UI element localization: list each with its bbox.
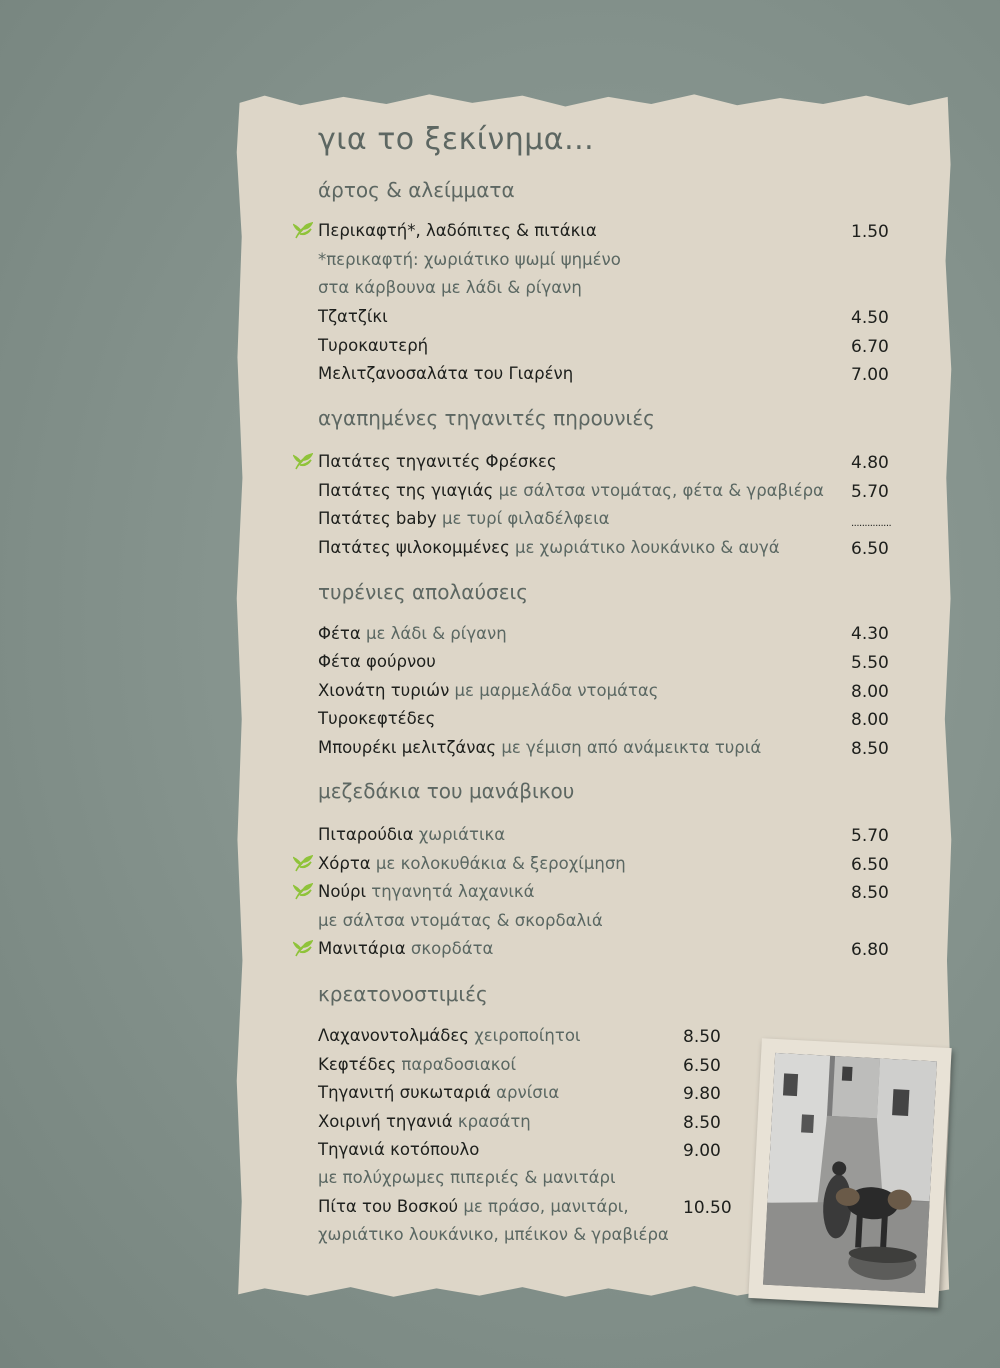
list-item — [318, 250, 621, 269]
item-name: Νούρι — [318, 882, 367, 901]
item-price: 8.50 — [683, 1027, 721, 1047]
item-name: Πίτα του Βοσκού — [318, 1197, 459, 1216]
item-desc: με χωριάτικο λουκάνικο & αυγά — [509, 538, 780, 557]
item-desc: χειροποίητοι — [468, 1026, 581, 1045]
list-item — [318, 336, 428, 355]
item-name: Τζατζίκι — [318, 307, 388, 326]
item-name: Λαχανοντολμάδες — [318, 1026, 469, 1045]
item-desc: με γέμιση από ανάμεικτα τυριά — [496, 738, 762, 757]
item-desc: με πολύχρωμες πιπεριές & μανιτάρι — [318, 1168, 616, 1187]
item-name: Τηγανιτή συκωταριά — [318, 1083, 491, 1102]
item-name: Τηγανιά κοτόπουλο — [318, 1140, 480, 1159]
item-price: 5.50 — [851, 653, 889, 673]
item-price: 4.80 — [851, 453, 889, 473]
item-price: 6.50 — [683, 1056, 721, 1076]
item-name: Χόρτα — [318, 854, 371, 873]
item-desc: χωριάτικο λουκάνικο, μπέικον & γραβιέρα — [318, 1225, 669, 1244]
vintage-photo — [748, 1038, 951, 1308]
list-item — [318, 452, 557, 471]
list-item — [318, 1083, 559, 1102]
item-desc: χωριάτικα — [413, 825, 506, 844]
item-price: 6.50 — [851, 855, 889, 875]
list-item — [318, 221, 597, 240]
item-price: 5.70 — [851, 482, 889, 502]
item-name: Κεφτέδες — [318, 1055, 397, 1074]
section-title: τυρένιες απολαύσεις — [318, 580, 529, 604]
list-item — [318, 854, 626, 873]
page-title: για το ξεκίνημα... — [318, 122, 595, 157]
item-name: Μελιτζανοσαλάτα του Γιαρένη — [318, 364, 574, 383]
section-title: κρεατονοστιμιές — [318, 982, 488, 1006]
item-price: 6.50 — [851, 539, 889, 559]
item-name: Πατάτες της γιαγιάς — [318, 481, 494, 500]
section-title: αγαπημένες τηγανιτές πηρουνιές — [318, 406, 655, 430]
item-price: 8.50 — [851, 739, 889, 759]
section-title: μεζεδάκια του μανάβικου — [318, 779, 575, 803]
list-item — [318, 364, 573, 383]
list-item — [318, 538, 780, 557]
photo-scene — [763, 1053, 937, 1293]
list-item — [318, 882, 535, 901]
item-name: Φέτα φούρνου — [318, 652, 436, 671]
leaf-icon — [293, 855, 313, 873]
leaf-icon — [293, 222, 313, 240]
list-item — [318, 1026, 581, 1045]
item-name: Μπουρέκι μελιτζάνας — [318, 738, 497, 757]
list-item — [318, 825, 505, 844]
item-name: Τυροκαυτερή — [318, 336, 429, 355]
section-title: άρτος & αλείμματα — [318, 178, 515, 202]
list-item — [318, 1112, 531, 1131]
item-name: Πατάτες τηγανιτές Φρέσκες — [318, 452, 557, 471]
item-price: 8.50 — [851, 883, 889, 903]
item-desc: στα κάρβουνα με λάδι & ρίγανη — [318, 278, 582, 297]
list-item — [318, 738, 761, 757]
list-item — [318, 1197, 629, 1216]
item-name: Χοιρινή τηγανιά — [318, 1112, 453, 1131]
item-name: Πατάτες ψιλοκομμένες — [318, 538, 510, 557]
item-price: 9.00 — [683, 1141, 721, 1161]
item-desc: *περικαφτή: χωριάτικο ψωμί ψημένο — [318, 250, 621, 269]
item-price: 5.70 — [851, 826, 889, 846]
item-price: 1.50 — [851, 222, 889, 242]
leaf-icon — [293, 883, 313, 901]
list-item — [318, 939, 493, 958]
list-item — [318, 911, 603, 930]
item-desc: σκορδάτα — [405, 939, 494, 958]
leaf-icon — [293, 940, 313, 958]
item-name: Περικαφτή*, λαδόπιτες & πιτάκια — [318, 221, 597, 240]
item-price: 7.00 — [851, 365, 889, 385]
item-price: 4.30 — [851, 624, 889, 644]
list-item — [318, 481, 824, 500]
item-price: 9.80 — [683, 1084, 721, 1104]
item-name: Χιονάτη τυριών — [318, 681, 450, 700]
item-desc: με σάλτσα ντομάτας, φέτα & γραβιέρα — [493, 481, 824, 500]
item-name: Φέτα — [318, 624, 361, 643]
leaf-icon — [293, 453, 313, 471]
item-price: 4.50 — [851, 308, 889, 328]
list-item — [318, 307, 388, 326]
list-item — [318, 278, 582, 297]
item-desc: τηγανητά λαχανικά — [366, 882, 535, 901]
list-item — [318, 681, 658, 700]
list-item — [318, 1055, 516, 1074]
item-price: 8.00 — [851, 682, 889, 702]
item-name: Πιταρούδια — [318, 825, 414, 844]
item-desc: αρνίσια — [490, 1083, 560, 1102]
item-price: ............... — [851, 518, 892, 529]
item-name: Τυροκεφτέδες — [318, 709, 436, 728]
list-item — [318, 652, 436, 671]
item-desc: με τυρί φιλαδέλφεια — [436, 509, 610, 528]
item-price: 6.80 — [851, 940, 889, 960]
list-item — [318, 1140, 479, 1159]
item-desc: με σάλτσα ντομάτας & σκορδαλιά — [318, 911, 603, 930]
item-name: Μανιτάρια — [318, 939, 406, 958]
list-item — [318, 709, 435, 728]
list-item — [318, 624, 507, 643]
item-desc: με πράσο, μανιτάρι, — [458, 1197, 629, 1216]
item-desc: με κολοκυθάκια & ξεροχίμηση — [370, 854, 626, 873]
item-name: Πατάτες baby — [318, 509, 437, 528]
item-desc: με λάδι & ρίγανη — [360, 624, 507, 643]
item-price: 10.50 — [683, 1198, 732, 1218]
item-desc: παραδοσιακοί — [396, 1055, 517, 1074]
list-item — [318, 509, 610, 528]
item-desc: με μαρμελάδα ντομάτας — [449, 681, 659, 700]
list-item — [318, 1225, 669, 1244]
item-price: 8.50 — [683, 1113, 721, 1133]
item-price: 8.00 — [851, 710, 889, 730]
item-desc: κρασάτη — [452, 1112, 531, 1131]
item-price: 6.70 — [851, 337, 889, 357]
list-item — [318, 1168, 616, 1187]
